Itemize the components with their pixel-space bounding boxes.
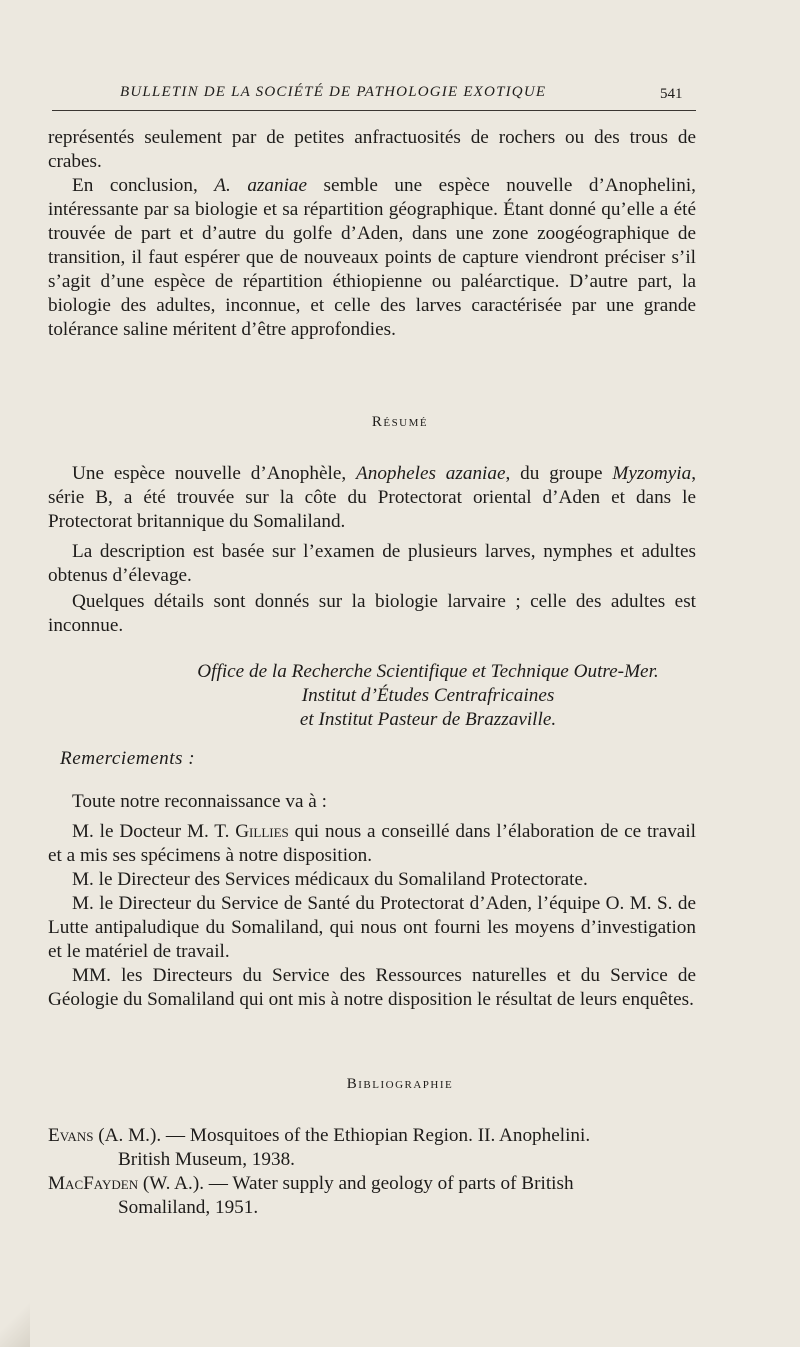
- resume-paragraph-2: La description est basée sur l’examen de plusieurs larves, nymphes et adultes obtenus d’élevage.: [48, 541, 696, 586]
- reference-2-title: (W. A.). — Water supply and geology of parts of British: [138, 1173, 574, 1194]
- affiliation-line-3: et Institut Pasteur de Brazzaville.: [299, 709, 557, 730]
- resume-group-name: Myzomyia: [612, 463, 692, 484]
- remerciements-label: Remerciements :: [60, 748, 196, 769]
- page-corner-shadow: [0, 1300, 30, 1347]
- reference-2-line-1: [48, 1172, 698, 1196]
- reference-2-line-2: Somaliland, 1951.: [118, 1197, 259, 1218]
- resume-p1-part-c: , série B, a été trouvée sur la côte du Protectorat oriental d’Aden et dans le Protectorat britannique du Somaliland.: [48, 463, 696, 532]
- running-header: BULLETIN DE LA SOCIÉTÉ DE PATHOLOGIE EXOTIQUE: [120, 84, 547, 100]
- resume-heading: Résumé: [371, 414, 429, 430]
- remerciements-paragraph-3: M. le Directeur du Service de Santé du Protectorat d’Aden, l’équipe O. M. S. de Lutte antipaludique du Somaliland, qui nous ont fourni les moyens d’investigation et le matériel de travail.: [48, 893, 696, 962]
- header-rule: [52, 110, 696, 111]
- body-paragraph-1-text: représentés seulement par de petites anfractuosités de rochers ou des trous de crabes.: [48, 127, 696, 172]
- resume-paragraph-1: [48, 462, 696, 534]
- body-paragraph-2-prefix: En conclusion,: [72, 175, 215, 196]
- reference-1-title: (A. M.). — Mosquitoes of the Ethiopian Region. II. Anophelini.: [93, 1125, 591, 1146]
- body-paragraph-1: [48, 126, 696, 174]
- body-paragraph-2: [48, 174, 696, 342]
- resume-p1-part-a: Une espèce nouvelle d’Anophèle,: [72, 463, 356, 484]
- reference-1-line-1: [48, 1124, 698, 1148]
- remerciements-paragraph-2: M. le Directeur des Services médicaux du Somaliland Protectorate.: [72, 869, 588, 890]
- reference-1: [48, 1124, 698, 1172]
- reference-1-line-2: British Museum, 1938.: [118, 1149, 295, 1170]
- affiliation-line-1: Office de la Recherche Scientifique et Technique Outre-Mer.: [197, 661, 659, 682]
- bibliographie-heading: Bibliographie: [346, 1076, 454, 1092]
- page-number: 541: [660, 86, 683, 102]
- remerciements-p1-part-b: qui nous a conseillé dans l’élaboration de ce travail et a mis ses spécimens à notre disposition.: [48, 821, 696, 866]
- resume-species-name: Anopheles azaniae: [356, 463, 506, 484]
- remerciements-paragraph-4: MM. les Directeurs du Service des Ressources naturelles et du Service de Géologie du Somaliland qui ont mis à notre disposition le résultat de leurs enquêtes.: [48, 965, 696, 1010]
- resume-paragraph-3: Quelques détails sont donnés sur la biologie larvaire ; celle des adultes est inconnue.: [48, 591, 696, 636]
- body-paragraph-2-text: semble une espèce nouvelle d’Anophelini, intéressante par sa biologie et sa répartition géographique. Étant donné qu’elle a été trouvée de part et d’autre du golfe d’Aden, dans une zone zoogéographique de transition, il faut espérer que de nouveaux points de capture viendront préciser s’il s’agit d’une espèce de répartition éthiopienne ou paléarctique. D’autre part, la biologie des adultes, inconnue, et celle des larves caractérisée par une grande tolérance saline méritent d’être approfondies.: [48, 175, 696, 340]
- remerciements-p1-part-a: M. le Docteur M. T.: [72, 821, 236, 842]
- reference-1-author: Evans: [48, 1125, 94, 1146]
- person-name: Gillies: [235, 821, 289, 842]
- reference-2-author: MacFayden: [48, 1173, 139, 1194]
- affiliation-line-2: Institut d’Études Centrafricaines: [301, 685, 555, 706]
- remerciements-intro: Toute notre reconnaissance va à :: [72, 791, 327, 812]
- resume-p1-part-b: , du groupe: [505, 463, 613, 484]
- reference-2: [48, 1172, 698, 1220]
- species-name: A. azaniae: [214, 175, 308, 196]
- remerciements-paragraph-1: [48, 820, 696, 868]
